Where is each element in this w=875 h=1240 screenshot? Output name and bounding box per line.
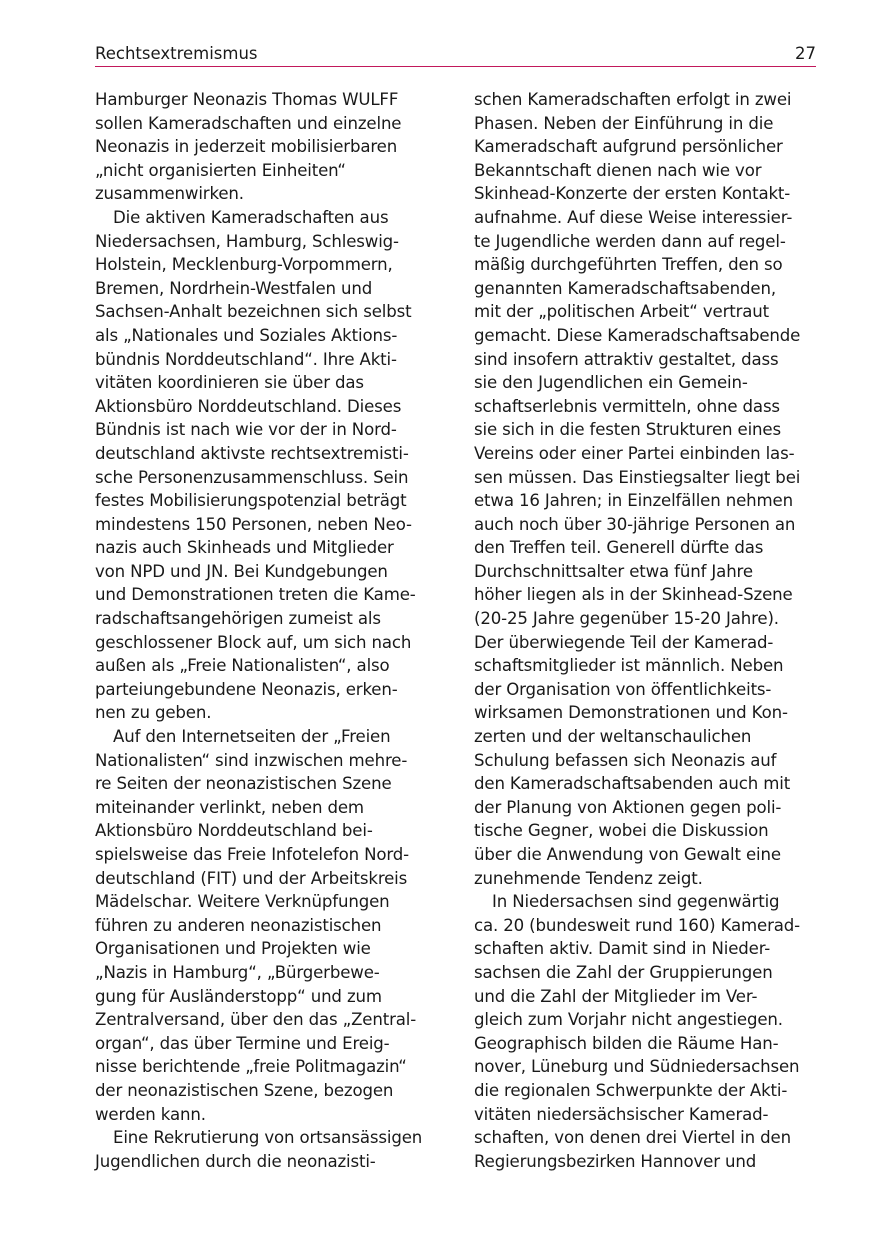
text-line: führen zu anderen neonazistischen (95, 915, 382, 935)
text-line: deutschland aktivste rechtsextremisti- (95, 443, 409, 463)
text-line: der Organisation von öffentlichkeits- (474, 679, 772, 699)
right-text-column (474, 88, 819, 1173)
text-line: mäßig durchgeführten Treffen, den so (474, 255, 783, 275)
text-line: auch noch über 30-jährige Personen an (474, 514, 796, 534)
text-line: schaften aktiv. Damit sind in Nieder- (474, 939, 771, 959)
text-line: schaftsmitglieder ist männlich. Neben (474, 656, 784, 676)
text-line: Vereins oder einer Partei einbinden las- (474, 443, 795, 463)
text-line: mindestens 150 Personen, neben Neo- (95, 514, 412, 534)
running-title: Rechtsextremismus (95, 44, 258, 63)
text-line: deutschland (FIT) und der Arbeitskreis (95, 868, 408, 888)
text-line: mit der „politischen Arbeit“ vertraut (474, 302, 770, 322)
text-line: tische Gegner, wobei die Diskussion (474, 821, 769, 841)
text-line: vitäten niedersächsischer Kamerad- (474, 1104, 769, 1124)
text-line: sie sich in die festen Strukturen eines (474, 420, 781, 440)
text-line: wirksamen Demonstrationen und Kon- (474, 703, 788, 723)
page-header (95, 42, 816, 67)
text-line: (20-25 Jahre gegenüber 15-20 Jahre). (474, 609, 779, 629)
text-line: sind insofern attraktiv gestaltet, dass (474, 349, 779, 369)
page-number: 27 (795, 44, 816, 63)
text-line: schaften, von denen drei Viertel in den (474, 1128, 791, 1148)
text-line: Schulung befassen sich Neonazis auf (474, 750, 777, 770)
text-line: Phasen. Neben der Einführung in die (474, 113, 774, 133)
text-line: sie den Jugendlichen ein Gemein- (474, 373, 748, 393)
text-line: Zentralversand, über den das „Zentral- (95, 1010, 417, 1030)
text-line: Hamburger Neonazis Thomas WULFF (95, 90, 399, 109)
text-line: nazis auch Skinheads und Mitglieder (95, 538, 394, 558)
text-line: und die Zahl der Mitglieder im Ver- (474, 986, 758, 1006)
text-line: Aktionsbüro Norddeutschland bei- (95, 821, 373, 841)
text-line: werden kann. (95, 1104, 206, 1124)
text-line: nisse berichtende „freie Politmagazin“ (95, 1057, 407, 1077)
left-text-column (95, 88, 440, 1173)
text-line: von NPD und JN. Bei Kundgebungen (95, 561, 388, 581)
text-line: radschaftsangehörigen zumeist als (95, 609, 381, 629)
text-line: sen müssen. Das Einstiegsalter liegt bei (474, 467, 801, 487)
text-line: parteiungebundene Neonazis, erken- (95, 679, 398, 699)
text-line: Regierungsbezirken Hannover und (474, 1151, 757, 1171)
text-line: Jugendlichen durch die neonazisti- (95, 1151, 376, 1171)
text-line: spielsweise das Freie Infotelefon Nord- (95, 845, 409, 864)
text-line: der Planung von Aktionen gegen poli- (474, 797, 782, 817)
text-line: die regionalen Schwerpunkte der Akti- (474, 1080, 788, 1100)
text-line: als „Nationales und Soziales Aktions- (95, 325, 398, 345)
text-line: „Nazis in Hamburg“, „Bürgerbewe- (95, 962, 380, 982)
text-line: In Niedersachsen sind gegenwärtig (492, 892, 780, 912)
text-line: Niedersachsen, Hamburg, Schleswig- (95, 231, 399, 251)
text-line: den Treffen teil. Generell dürfte das (474, 538, 764, 558)
text-line: bündnis Norddeutschland“. Ihre Akti- (95, 349, 397, 369)
text-line: Bekanntschaft dienen nach wie vor (474, 160, 762, 180)
text-line: Die aktiven Kameradschaften aus (113, 207, 389, 227)
text-line: zunehmende Tendenz zeigt. (474, 868, 703, 888)
text-line: gemacht. Diese Kameradschaftsabende (474, 325, 801, 345)
text-line: gleich zum Vorjahr nicht angestiegen. (474, 1010, 783, 1030)
text-line: Durchschnittsalter etwa fünf Jahre (474, 561, 753, 581)
text-line: re Seiten der neonazistischen Szene (95, 774, 392, 794)
text-line: über die Anwendung von Gewalt eine (474, 845, 781, 864)
text-line: höher liegen als in der Skinhead-Szene (474, 585, 793, 605)
text-line: Eine Rekrutierung von ortsansässigen (113, 1128, 423, 1148)
text-line: Mädelschar. Weitere Verknüpfungen (95, 892, 390, 912)
text-line: zerten und der weltanschaulichen (474, 727, 752, 747)
text-line: den Kameradschaftsabenden auch mit (474, 774, 791, 794)
text-line: der neonazistischen Szene, bezogen (95, 1080, 394, 1100)
text-line: Skinhead-Konzerte der ersten Kontakt- (474, 184, 791, 204)
text-line: organ“, das über Termine und Ereig- (95, 1033, 390, 1053)
text-line: schen Kameradschaften erfolgt in zwei (474, 90, 792, 109)
text-line: „nicht organisierten Einheiten“ (95, 160, 346, 180)
text-line: und Demonstrationen treten die Kame- (95, 585, 416, 605)
text-line: Holstein, Mecklenburg-Vorpommern, (95, 255, 393, 275)
text-line: miteinander verlinkt, neben dem (95, 797, 364, 817)
text-line: nover, Lüneburg und Südniedersachsen (474, 1057, 800, 1077)
text-line: außen als „Freie Nationalisten“, also (95, 656, 390, 676)
text-line: Sachsen-Anhalt bezeichnen sich selbst (95, 302, 412, 322)
text-line: Neonazis in jederzeit mobilisierbaren (95, 137, 398, 157)
text-line: Kameradschaft aufgrund persönlicher (474, 137, 783, 157)
text-line: Der überwiegende Teil der Kamerad- (474, 632, 774, 652)
text-line: aufnahme. Auf diese Weise interessier- (474, 207, 793, 227)
text-line: Auf den Internetseiten der „Freien (113, 727, 391, 747)
text-line: zusammenwirken. (95, 184, 244, 204)
text-line: Aktionsbüro Norddeutschland. Dieses (95, 396, 402, 416)
text-line: Bündnis ist nach wie vor der in Nord- (95, 420, 397, 440)
text-line: sachsen die Zahl der Gruppierungen (474, 962, 773, 982)
text-line: etwa 16 Jahren; in Einzelfällen nehmen (474, 491, 793, 511)
text-line: genannten Kameradschaftsabenden, (474, 278, 776, 298)
text-line: geschlossener Block auf, um sich nach (95, 632, 412, 652)
text-line: schaftserlebnis vermitteln, ohne dass (474, 396, 780, 416)
text-line: Bremen, Nordrhein-Westfalen und (95, 278, 373, 298)
text-line: te Jugendliche werden dann auf regel- (474, 231, 786, 251)
text-line: gung für Ausländerstopp“ und zum (95, 986, 382, 1006)
text-line: Nationalisten“ sind inzwischen mehre- (95, 750, 408, 770)
text-line: festes Mobilisierungspotenzial beträgt (95, 491, 407, 511)
text-line: nen zu geben. (95, 703, 212, 723)
text-line: Organisationen und Projekten wie (95, 939, 371, 959)
text-line: sollen Kameradschaften und einzelne (95, 113, 402, 133)
text-line: ca. 20 (bundesweit rund 160) Kamerad- (474, 915, 801, 935)
text-line: vitäten koordinieren sie über das (95, 373, 364, 393)
text-line: sche Personenzusammenschluss. Sein (95, 467, 409, 487)
text-line: Geographisch bilden die Räume Han- (474, 1033, 779, 1053)
